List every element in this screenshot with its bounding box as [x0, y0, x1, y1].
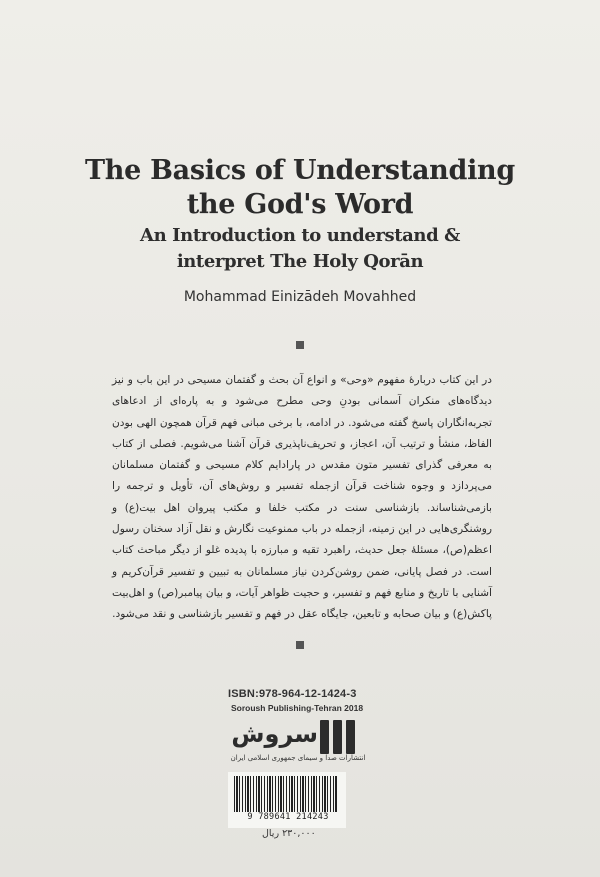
book-title-line-1: The Basics of Understanding [85, 155, 515, 186]
barcode-icon [234, 776, 338, 812]
book-subtitle-line-1: An Introduction to understand & [140, 225, 460, 246]
divider-square-top [296, 341, 304, 349]
book-description: در این کتاب دربارهٔ مفهوم «وحی» و انواع آن بحث و گفتمان مسیحی در این باب و نیز دیدگاه‌های منکران آسمانی بودنِ وحی مطرح می‌شود و به پاره‌ای از ادعاهای تجربه‌انگاران پاسخ گفته می‌شود. در ادامه، با برخی مبانی فهم قرآن همچون الهی بودن الفاظ، منشأ و ترتیب آن، اعجاز، و تحریف‌ناپذیری قرآن آشنا می‌شویم. فصلی از کتاب به معرفی گذرای تفسیر متون مقدس در پارادایم کلام مسیحی و گفتمان مسلمانان می‌پردازد و وجوه شناخت قرآن ازجمله تفسیر و روش‌های آن، تأویل و ترجمه را بازمی‌شناساند. بازشناسی سنت در مکتب خلفا و مکتب پیروان اهل بیت(ع) و روشنگری‌هایی در این زمینه، ازجمله در باب ممنوعیت نگارش و نقل آزاد سخنان رسول اعظم(ص)، مسئلهٔ جعل حدیث، راهبرد تقیه و مبارزه با پدیده غلو از دیگر مباحث کتاب است. در فصل پایانی، ضمن روشن‌کردن نیاز مسلمانان به تبیین و تفسیر قرآن‌کریم و آشنایی با تاریخ و منابع فهم و تفسیر، و حجیت ظواهر آیات، و بیان پیامبر(ص) و اهل‌بیت پاکش(ع) و بیان صحابه و تابعین، جایگاه عقل در فهم و تفسیر بازشناسی و نقد می‌شود. [112, 374, 492, 621]
isbn-number: ISBN:978-964-12-1424-3 [228, 688, 357, 700]
publisher-line: Soroush Publishing-Tehran 2018 [231, 703, 364, 713]
divider-square-bottom [296, 641, 304, 649]
book-subtitle-line-2: interpret The Holy Qorān [176, 251, 424, 272]
author-name: Mohammad Einizādeh Movahhed [183, 289, 417, 305]
barcode-label [228, 772, 346, 828]
publisher-logo-word: سروش [231, 720, 318, 748]
publisher-logo [228, 716, 368, 762]
book-title-line-2: the God's Word [186, 189, 414, 220]
barcode-digits: 9 789641 214243 [247, 812, 329, 822]
publisher-logo-caption: انتشارات صدا و سیمای جمهوری اسلامی ایران [230, 754, 366, 762]
price-label: ۲۳۰,۰۰۰ ریال [262, 828, 316, 839]
